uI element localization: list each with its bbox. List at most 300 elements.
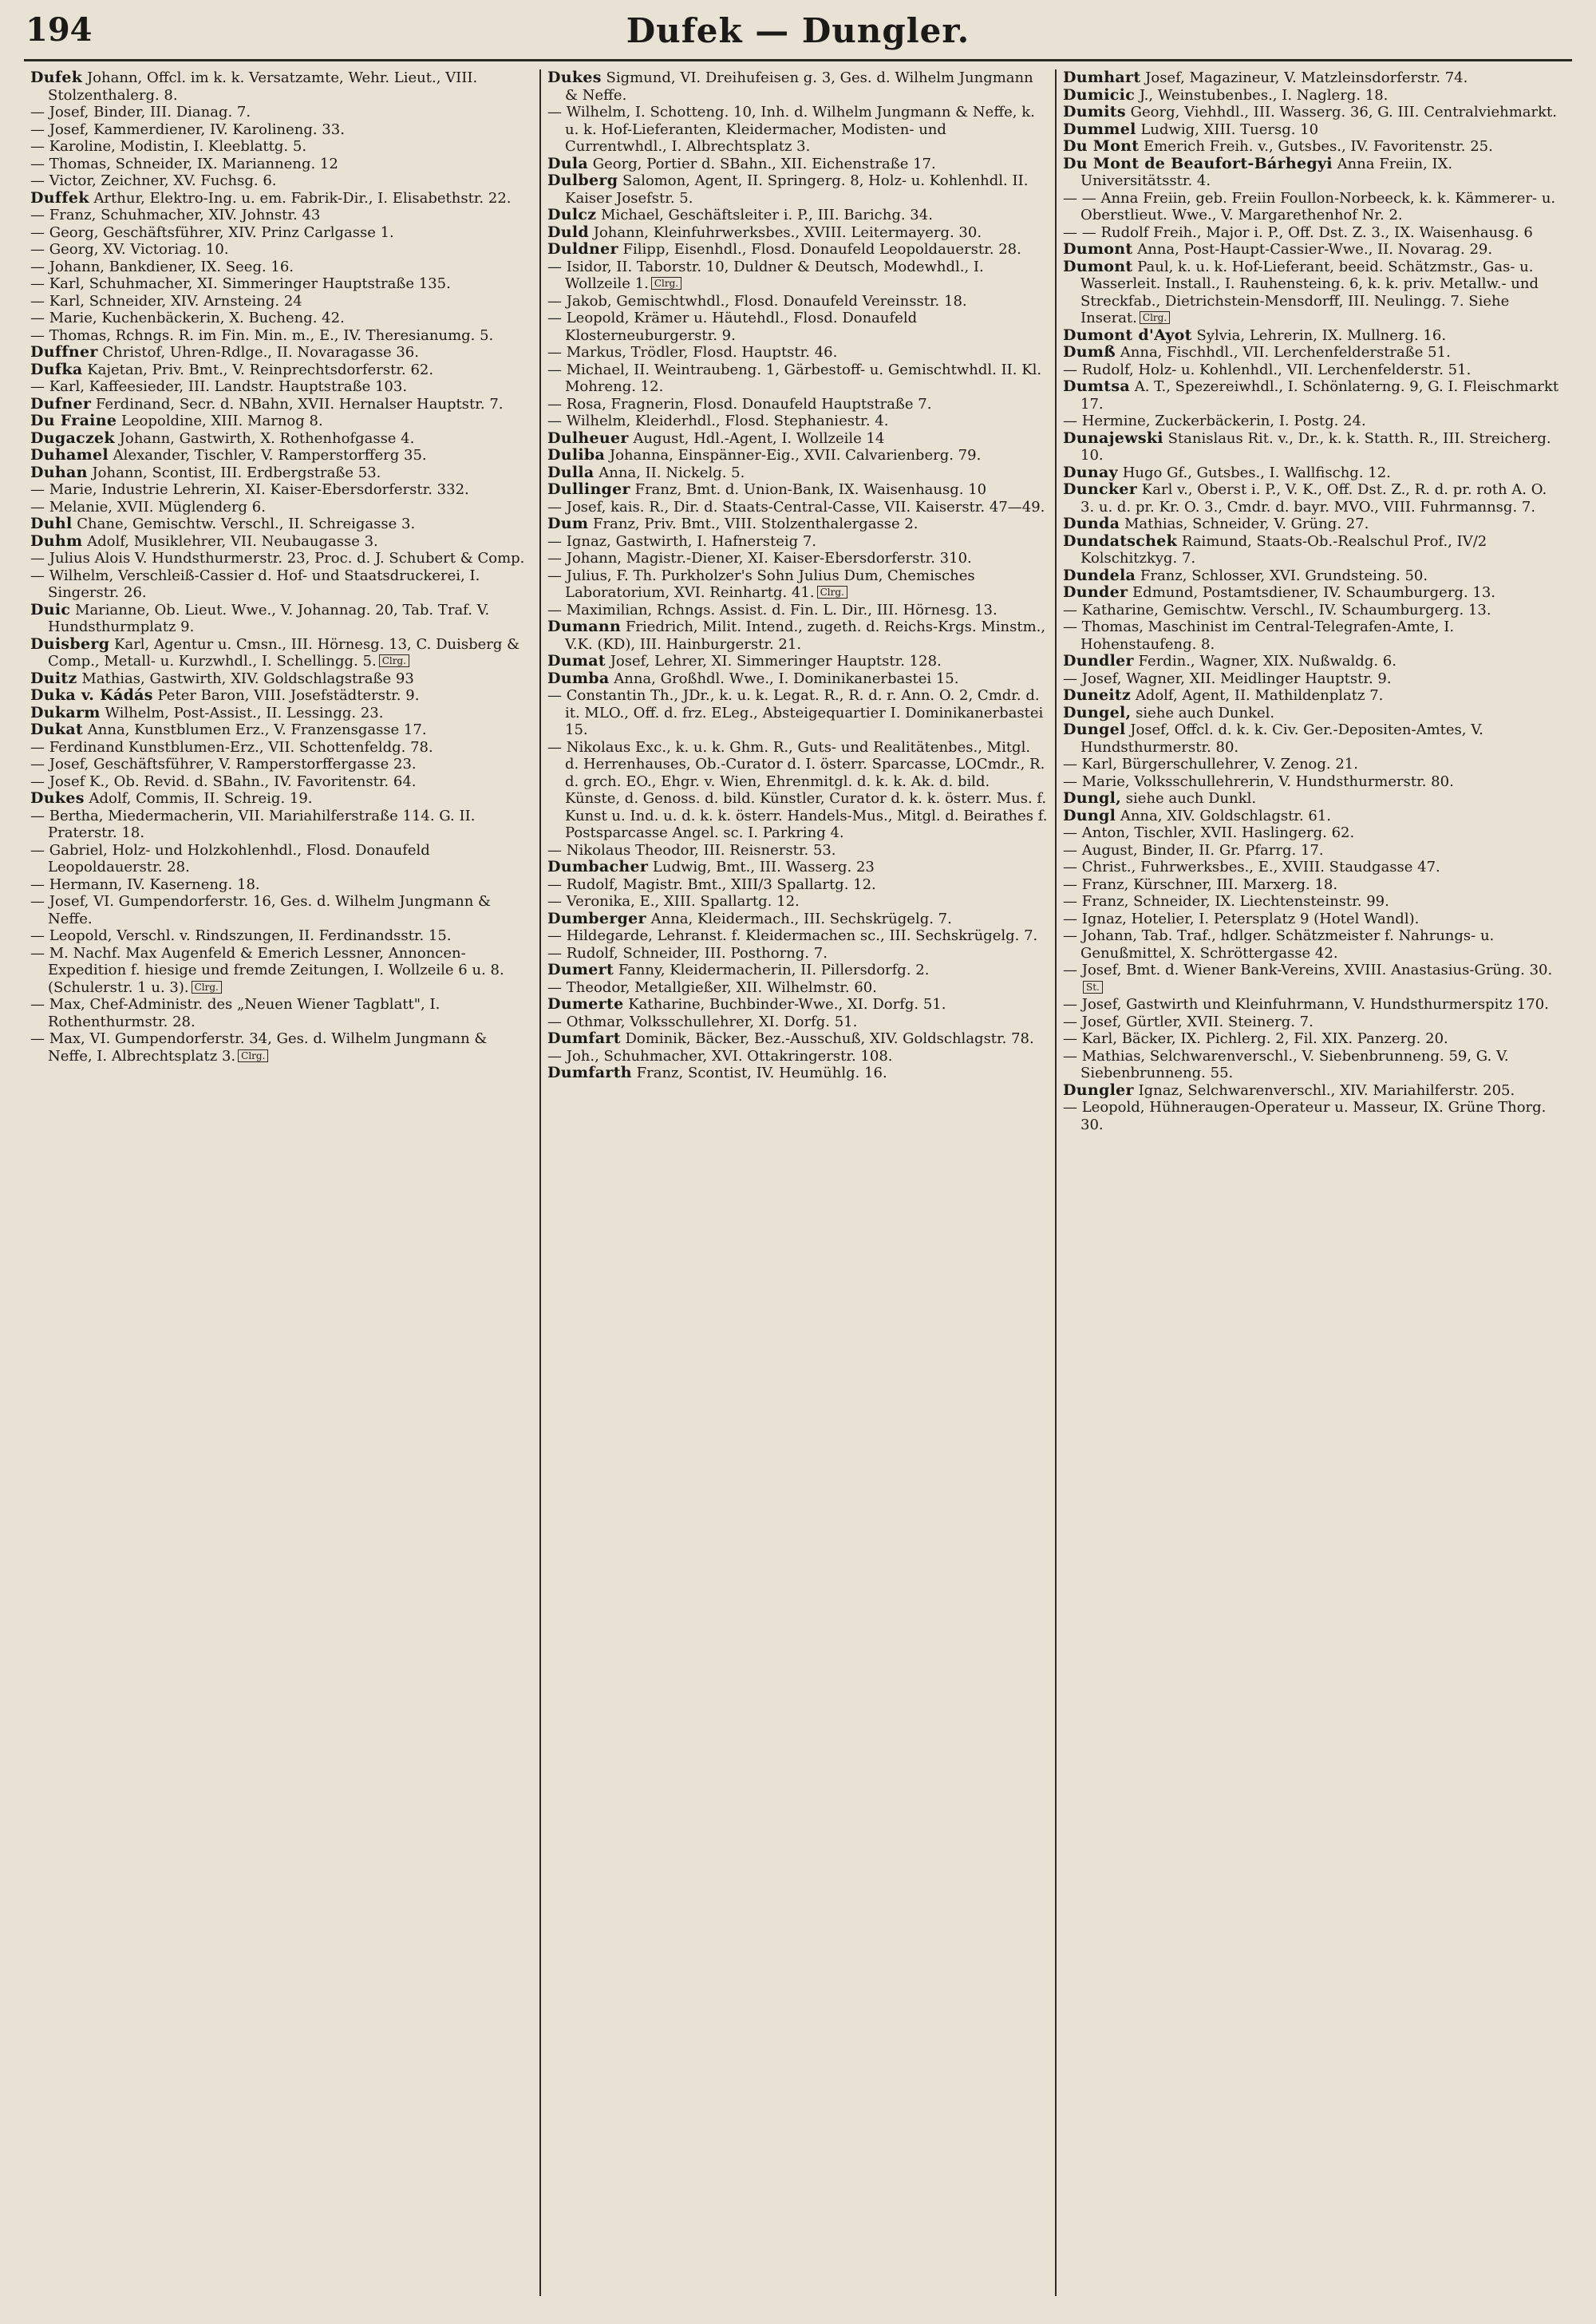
- entry-details: Josef, Lehrer, XI. Simmeringer Hauptstr. 128.: [610, 653, 942, 670]
- entry-details: — Hildegarde, Lehranst. f. Kleidermachen sc., III. Sechskrügelg. 7.: [547, 927, 1038, 944]
- entry-details: Leopoldine, XIII. Marnog 8.: [120, 413, 323, 429]
- directory-entry: [547, 447, 1049, 464]
- directory-entry: [547, 670, 1049, 688]
- directory-entry: [30, 945, 533, 997]
- directory-entry: [547, 876, 1049, 894]
- directory-entry: [1063, 911, 1564, 928]
- entry-details: Franz, Scontist, IV. Heumühlg. 16.: [636, 1065, 887, 1081]
- entry-details: — Hermine, Zuckerbäckerin, I. Postg. 24.: [1063, 413, 1366, 429]
- entry-details: — Leopold, Hühneraugen-Operateur u. Masseur, IX. Grüne Thorg. 30.: [1063, 1099, 1547, 1133]
- entry-details: — Josef, kais. R., Dir. d. Staats-Central-Casse, VII. Kaiserstr. 47—49.: [547, 498, 1045, 516]
- entry-details: Johann, Offcl. im k. k. Versatzamte, Wehr. Lieut., VIII. Stolzenthalerg. 8.: [48, 69, 478, 104]
- directory-entry: [1063, 362, 1564, 379]
- column-3: [1055, 69, 1570, 2296]
- entry-badge: Clrg.: [238, 1049, 268, 1062]
- entry-surname: Dumicic: [1063, 85, 1136, 104]
- entry-details: Ferdinand, Secr. d. NBahn, XVII. Hernalser Hauptstr. 7.: [95, 395, 504, 413]
- entry-surname: Dumß: [1063, 343, 1116, 361]
- page-number: 194: [26, 11, 93, 49]
- page-edge: [0, 2300, 1596, 2324]
- entry-surname: Duic: [30, 600, 71, 619]
- entry-details: — Rosa, Fragnerin, Flosd. Donaufeld Hauptstraße 7.: [547, 395, 932, 413]
- entry-details: Ferdin., Wagner, XIX. Nußwaldg. 6.: [1138, 653, 1396, 670]
- entry-details: Chane, Gemischtw. Verschl., II. Schreigasse 3.: [77, 516, 416, 532]
- directory-entry: [547, 1048, 1049, 1065]
- entry-surname: Duliba: [547, 446, 606, 464]
- directory-entry: [547, 979, 1049, 997]
- directory-entry: [30, 893, 533, 927]
- entry-details: Fanny, Kleidermacherin, II. Pillersdorfg. 2.: [618, 962, 930, 978]
- directory-entry: [1063, 996, 1564, 1014]
- entry-details: — Georg, XV. Victoriag. 10.: [30, 241, 229, 258]
- entry-surname: Duhamel: [30, 446, 109, 464]
- directory-entry: [30, 190, 533, 208]
- directory-entry: [30, 705, 533, 722]
- entry-details: Stanislaus Rit. v., Dr., k. k. Statth. R., III. Streicherg. 10.: [1080, 429, 1551, 464]
- entry-details: — Maximilian, Rchngs. Assist. d. Fin. L. Dir., III. Hörnesg. 13.: [547, 601, 998, 619]
- directory-entry: [547, 842, 1049, 860]
- entry-details: Anna, Kleidermach., III. Sechskrügelg. 7.: [650, 910, 952, 927]
- directory-entry: [30, 927, 533, 945]
- entry-surname: Duneitz: [1063, 686, 1132, 704]
- entry-details: siehe auch Dunkel.: [1136, 704, 1275, 721]
- directory-entry: [30, 773, 533, 791]
- entry-details: Adolf, Musiklehrer, VII. Neubaugasse 3.: [87, 532, 378, 550]
- entry-details: Raimund, Staats-Ob.-Realschul Prof., IV/2 Kolschitzkyg. 7.: [1080, 532, 1487, 567]
- column-1: [24, 69, 539, 2296]
- entry-surname: Dumfart: [547, 1030, 621, 1047]
- directory-entry: [1063, 1082, 1564, 1100]
- entry-surname: Dumba: [547, 669, 610, 687]
- entry-surname: Duffek: [30, 188, 89, 207]
- entry-details: — Josef, Gastwirth und Kleinfuhrmann, V. Hundsthurmerspitz 170.: [1063, 996, 1549, 1013]
- directory-entry: [547, 499, 1049, 516]
- entry-details: — Karoline, Modistin, I. Kleeblattg. 5.: [30, 138, 307, 155]
- entry-details: Emerich Freih. v., Gutsbes., IV. Favoritenstr. 25.: [1144, 138, 1493, 155]
- entry-surname: Dukes: [30, 789, 85, 807]
- entry-details: Anna, Post-Haupt-Cassier-Wwe., II. Novarag. 29.: [1137, 241, 1493, 258]
- entry-badge: Clrg.: [817, 586, 847, 599]
- directory-entry: [1063, 705, 1564, 722]
- entry-details: Johann, Scontist, III. Erdbergstraße 53.: [92, 464, 381, 481]
- directory-entry: [547, 464, 1049, 482]
- directory-entry: [30, 69, 533, 104]
- directory-entry: [1063, 1014, 1564, 1031]
- directory-entry: [30, 533, 533, 551]
- directory-entry: [1063, 790, 1564, 808]
- entry-details: Anna, II. Nickelg. 5.: [598, 464, 745, 481]
- entry-surname: Duisberg: [30, 634, 110, 653]
- entry-details: Ludwig, Bmt., III. Wasserg. 23: [652, 859, 875, 875]
- directory-entry: [30, 430, 533, 448]
- entry-details: — Thomas, Maschinist im Central-Telegrafen-Amte, I. Hohenstaufeng. 8.: [1063, 619, 1455, 653]
- entry-surname: Dumtsa: [1063, 377, 1130, 395]
- directory-entry: [1063, 927, 1564, 962]
- entry-surname: Du Mont de Beaufort-Bárhegyi: [1063, 154, 1333, 172]
- entry-details: siehe auch Dunkl.: [1125, 790, 1257, 807]
- entry-surname: Dullinger: [547, 480, 630, 498]
- entry-details: — Marie, Volksschullehrerin, V. Hundsthurmerstr. 80.: [1063, 773, 1454, 790]
- directory-entry: [547, 1014, 1049, 1031]
- directory-entry: [547, 241, 1049, 259]
- entry-badge: Clrg.: [379, 654, 409, 667]
- directory-entry: [1063, 156, 1564, 190]
- directory-entry: [1063, 138, 1564, 156]
- directory-entry: [1063, 481, 1564, 516]
- entry-details: Adolf, Agent, II. Mathildenplatz 7.: [1135, 687, 1384, 704]
- entry-details: — Wilhelm, I. Schotteng. 10, Inh. d. Wilhelm Jungmann & Neffe, k. u. k. Hof-Lieferanten, Kleidermacher, Modisten- und Currentwhdl., I. Albrechtsplatz 3.: [547, 104, 1035, 155]
- entry-details: Mathias, Gastwirth, XIV. Goldschlagstraße 93: [81, 670, 414, 687]
- directory-entry: [1063, 756, 1564, 773]
- directory-entry: [1063, 344, 1564, 362]
- directory-entry: [30, 464, 533, 482]
- entry-details: Karl v., Oberst i. P., V. K., Off. Dst. Z., R. d. pr. roth A. O. 3. u. d. pr. Kr. O. 3., Cmdr. d. bayr. MVO., VIII. Fuhrmannsg. 7.: [1080, 481, 1547, 516]
- entry-surname: Dumberger: [547, 909, 646, 927]
- directory-entry: [547, 293, 1049, 310]
- entry-details: — Julius, F. Th. Purkholzer's Sohn Julius Dum, Chemisches Laboratorium, XVI. Reinhartg. 41.: [547, 567, 975, 601]
- directory-entry: [547, 653, 1049, 670]
- directory-entry: [30, 172, 533, 190]
- directory-entry: [547, 962, 1049, 979]
- directory-entry: [1063, 687, 1564, 705]
- directory-entry: [30, 310, 533, 327]
- entry-details: Georg, Portier d. SBahn., XII. Eichenstraße 17.: [592, 155, 936, 172]
- entry-surname: Duldner: [547, 240, 618, 258]
- entry-details: — Max, VI. Gumpendorferstr. 34, Ges. d. Wilhelm Jungmann & Neffe, I. Albrechtsplatz 3.: [30, 1030, 488, 1065]
- entry-surname: Dumont d'Ayot: [1063, 326, 1192, 344]
- directory-entry: [1063, 619, 1564, 653]
- entry-surname: Dundler: [1063, 652, 1134, 670]
- entry-details: Christof, Uhren-Rdlge., II. Novaragasse 36.: [102, 344, 419, 361]
- directory-entry: [30, 499, 533, 516]
- directory-entry: [547, 516, 1049, 533]
- directory-entry: [30, 259, 533, 276]
- entry-details: Johann, Kleinfuhrwerksbes., XVIII. Leitermayerg. 30.: [593, 223, 982, 241]
- entry-details: Sigmund, VI. Dreihufeisen g. 3, Ges. d. Wilhelm Jungmann & Neffe.: [565, 69, 1033, 104]
- entry-details: — Ferdinand Kunstblumen-Erz., VII. Schottenfeldg. 78.: [30, 738, 433, 756]
- entry-details: Anna, Fischhdl., VII. Lerchenfelderstraße 51.: [1120, 344, 1451, 361]
- directory-entry: [30, 756, 533, 773]
- entry-surname: Duncker: [1063, 480, 1138, 498]
- entry-surname: Dumont: [1063, 257, 1133, 275]
- entry-surname: Dugaczek: [30, 429, 115, 447]
- entry-details: — Isidor, II. Taborstr. 10, Duldner & Deutsch, Modewhdl., I. Wollzeile 1.: [547, 258, 984, 292]
- entry-surname: Dulcz: [547, 206, 597, 223]
- directory-entry: [30, 327, 533, 345]
- entry-details: Salomon, Agent, II. Springerg. 8, Holz- u. Kohlenhdl. II. Kaiser Josefstr. 5.: [565, 172, 1029, 207]
- directory-entry: [547, 413, 1049, 430]
- directory-entry: [1063, 1099, 1564, 1133]
- directory-entry: [30, 739, 533, 757]
- directory-entry: [30, 207, 533, 224]
- entry-badge: Clrg.: [1140, 311, 1170, 324]
- directory-entry: [30, 996, 533, 1030]
- directory-entry: [30, 104, 533, 121]
- entry-surname: Dukat: [30, 721, 84, 738]
- entry-details: — Anton, Tischler, XVII. Haslingerg. 62.: [1063, 824, 1355, 841]
- entry-surname: Dukes: [547, 69, 602, 86]
- directory-entry: [30, 275, 533, 293]
- directory-entry: [547, 156, 1049, 173]
- entry-details: — Othmar, Volksschullehrer, XI. Dorfg. 51.: [547, 1013, 858, 1030]
- directory-entry: [30, 670, 533, 688]
- entry-details: — Gabriel, Holz- und Holzkohlenhdl., Flosd. Donaufeld Leopoldauerstr. 28.: [30, 841, 430, 875]
- entry-details: — Joh., Schuhmacher, XVI. Ottakringerstr. 108.: [547, 1047, 893, 1065]
- entry-details: — Karl, Bürgerschullehrer, V. Zenog. 21.: [1063, 756, 1358, 773]
- directory-entry: [1063, 104, 1564, 121]
- entry-details: Anna Freiin, IX. Universitätsstr. 4.: [1080, 155, 1453, 189]
- entry-surname: Dufka: [30, 360, 83, 378]
- directory-entry: [30, 121, 533, 139]
- directory-entry: [30, 808, 533, 842]
- directory-entry: [30, 567, 533, 602]
- directory-entry: [1063, 876, 1564, 894]
- entry-badge: Clrg.: [651, 277, 681, 290]
- entry-details: Anna, Kunstblumen Erz., V. Franzensgasse 17.: [87, 721, 427, 738]
- directory-entry: [1063, 670, 1564, 688]
- entry-details: Alexander, Tischler, V. Ramperstorfferg 35.: [113, 447, 427, 464]
- entry-details: — Josef, Wagner, XII. Meidlinger Hauptstr. 9.: [1063, 670, 1392, 687]
- entry-details: Johann, Gastwirth, X. Rothenhofgasse 4.: [119, 429, 415, 447]
- entry-surname: Dungler: [1063, 1081, 1134, 1099]
- entry-details: — Bertha, Miedermacherin, VII. Mariahilferstraße 114. G. II. Praterstr. 18.: [30, 807, 476, 841]
- directory-entry: [1063, 533, 1564, 567]
- entry-details: Franz, Schlosser, XVI. Grundsteing. 50.: [1140, 567, 1428, 584]
- directory-entry: [547, 207, 1049, 224]
- entry-details: Peter Baron, VIII. Josefstädterstr. 9.: [157, 687, 420, 704]
- entry-details: — Michael, II. Weintraubeng. 1, Gärbestoff- u. Gemischtwhdl. II. Kl. Mohreng. 12.: [547, 361, 1042, 395]
- directory-entry: [547, 362, 1049, 396]
- entry-surname: Dufek: [30, 69, 83, 86]
- entry-details: A. T., Spezereiwhdl., I. Schönlaterng. 9, G. I. Fleischmarkt 17.: [1080, 378, 1559, 413]
- directory-entry: [547, 911, 1049, 928]
- entry-surname: Dufner: [30, 394, 92, 413]
- directory-entry: [547, 69, 1049, 104]
- directory-entry: [1063, 430, 1564, 464]
- directory-entry: [30, 876, 533, 894]
- entry-surname: Dungl,: [1063, 789, 1122, 807]
- entry-details: — Victor, Zeichner, XV. Fuchsg. 6.: [30, 172, 277, 189]
- directory-entry: [1063, 893, 1564, 911]
- entry-details: Ludwig, XIII. Tuersg. 10: [1140, 121, 1319, 138]
- entry-details: — Julius Alois V. Hundsthurmerstr. 23, Proc. d. J. Schubert & Comp.: [30, 550, 525, 567]
- directory-entry: [547, 1030, 1049, 1048]
- directory-entry: [30, 156, 533, 173]
- entry-details: Paul, k. u. k. Hof-Lieferant, beeid. Schätzmstr., Gas- u. Wasserleit. Install., I. Rauhensteing. 6, k. k. priv. Metallw.- und Streckfab., Dietrichstein-Mensdorff, III. Neulingg. 7. Siehe Inserat.: [1080, 258, 1539, 326]
- entry-details: Josef, Offcl. d. k. k. Civ. Ger.-Depositen-Amtes, V. Hundsthurmerstr. 80.: [1080, 721, 1483, 756]
- directory-entry: [30, 241, 533, 259]
- entry-surname: Dumert: [547, 961, 614, 978]
- entry-details: — Josef, VI. Gumpendorferstr. 16, Ges. d. Wilhelm Jungmann & Neffe.: [30, 893, 492, 927]
- entry-details: — Nikolaus Theodor, III. Reisnerstr. 53.: [547, 841, 836, 859]
- directory-entry: [1063, 584, 1564, 602]
- directory-entry: [1063, 516, 1564, 533]
- directory-entry: [547, 567, 1049, 602]
- entry-surname: Duffner: [30, 343, 98, 361]
- directory-entry: [1063, 859, 1564, 876]
- directory-entry: [1063, 378, 1564, 413]
- directory-entry: [1063, 241, 1564, 259]
- directory-entry: [30, 687, 533, 705]
- directory-entry: [30, 636, 533, 670]
- entry-details: Ignaz, Selchwarenverschl., XIV. Mariahilferstr. 205.: [1138, 1081, 1515, 1099]
- directory-entry: [1063, 87, 1564, 105]
- entry-details: — Georg, Geschäftsführer, XIV. Prinz Carlgasse 1.: [30, 223, 394, 241]
- entry-details: — Josef K., Ob. Revid. d. SBahn., IV. Favoritenstr. 64.: [30, 773, 417, 790]
- entry-surname: Dumerte: [547, 995, 624, 1013]
- entry-details: — Veronika, E., XIII. Spallartg. 12.: [547, 893, 800, 910]
- running-title: Dufek — Dungler.: [626, 11, 970, 50]
- entry-details: — — Anna Freiin, geb. Freiin Foullon-Norbeeck, k. k. Kämmerer- u. Oberstlieut. Wwe., V. Margarethenhof Nr. 2.: [1063, 189, 1556, 223]
- directory-entry: [1063, 602, 1564, 619]
- entry-details: — Katharine, Gemischtw. Verschl., IV. Schaumburgerg. 13.: [1063, 601, 1491, 619]
- directory-entry: [1063, 190, 1564, 224]
- entry-details: — — Rudolf Freih., Major i. P., Off. Dst. Z. 3., IX. Waisenhausg. 6: [1063, 223, 1533, 241]
- entry-details: — Josef, Bmt. d. Wiener Bank-Vereins, XVIII. Anastasius-Grüng. 30.: [1063, 962, 1553, 978]
- directory-entry: [547, 310, 1049, 344]
- entry-surname: Dulberg: [547, 172, 618, 189]
- directory-entry: [1063, 1030, 1564, 1048]
- entry-surname: Dumfarth: [547, 1064, 632, 1081]
- entry-badge: St.: [1083, 981, 1103, 994]
- directory-entry: [547, 430, 1049, 448]
- entry-details: Adolf, Commis, II. Schreig. 19.: [89, 790, 313, 807]
- directory-entry: [30, 362, 533, 379]
- directory-entry: [1063, 962, 1564, 996]
- entry-details: Dominik, Bäcker, Bez.-Ausschuß, XIV. Goldschlagstr. 78.: [625, 1030, 1034, 1047]
- entry-details: Johanna, Einspänner-Eig., XVII. Calvarienberg. 79.: [609, 447, 982, 464]
- directory-entry: [547, 996, 1049, 1014]
- directory-entry: [547, 533, 1049, 551]
- directory-entry: [30, 396, 533, 413]
- entry-details: — Josef, Gürtler, XVII. Steinerg. 7.: [1063, 1013, 1314, 1030]
- directory-entry: [547, 1065, 1049, 1082]
- entry-surname: Duka v. Kádás: [30, 686, 153, 704]
- entry-details: — Josef, Geschäftsführer, V. Ramperstorffergasse 23.: [30, 756, 417, 773]
- directory-entry: [547, 396, 1049, 413]
- entry-details: Hugo Gf., Gutsbes., I. Wallfischg. 12.: [1122, 464, 1391, 481]
- directory-entry: [547, 619, 1049, 653]
- entry-details: — Wilhelm, Kleiderhdl., Flosd. Stephaniestr. 4.: [547, 413, 889, 429]
- entry-details: Arthur, Elektro-Ing. u. em. Fabrik-Dir., I. Elisabethstr. 22.: [93, 189, 512, 207]
- directory-entry: [1063, 224, 1564, 242]
- entry-details: — Thomas, Schneider, IX. Marianneng. 12: [30, 155, 338, 172]
- directory-entry: [547, 859, 1049, 876]
- page-header: [24, 11, 1572, 61]
- entry-surname: Dumont: [1063, 240, 1133, 258]
- entry-details: — Franz, Schuhmacher, XIV. Johnstr. 43: [30, 207, 321, 223]
- directory-entry: [30, 481, 533, 499]
- directory-entry: [30, 224, 533, 242]
- directory-entry: [30, 790, 533, 808]
- directory-entry: [30, 550, 533, 567]
- directory-entry: [30, 293, 533, 310]
- entry-surname: Duld: [547, 223, 589, 241]
- directory-entry: [1063, 842, 1564, 860]
- entry-details: — Rudolf, Holz- u. Kohlenhdl., VII. Lerchenfelderstr. 51.: [1063, 361, 1472, 378]
- directory-entry: [1063, 824, 1564, 842]
- entry-surname: Dula: [547, 154, 589, 172]
- directory-entry: [30, 447, 533, 464]
- entry-surname: Dunay: [1063, 463, 1118, 481]
- entry-surname: Dum: [547, 515, 589, 532]
- entry-surname: Dukarm: [30, 703, 101, 721]
- entry-details: Katharine, Buchbinder-Wwe., XI. Dorfg. 51.: [628, 996, 946, 1013]
- entry-details: — Marie, Industrie Lehrerin, XI. Kaiser-Ebersdorferstr. 332.: [30, 481, 469, 498]
- entry-surname: Dumhart: [1063, 69, 1141, 86]
- entry-details: — Mathias, Selchwarenverschl., V. Siebenbrunneng. 59, G. V. Siebenbrunneng. 55.: [1063, 1047, 1509, 1081]
- entry-details: — Leopold, Verschl. v. Rindszungen, II. Ferdinandsstr. 15.: [30, 927, 452, 944]
- entry-details: J., Weinstubenbes., I. Naglerg. 18.: [1139, 86, 1389, 104]
- entry-details: — Marie, Kuchenbäckerin, X. Bucheng. 42.: [30, 310, 345, 326]
- entry-details: — Karl, Schneider, XIV. Arnsteing. 24: [30, 292, 302, 310]
- directory-entry: [1063, 653, 1564, 670]
- directory-entry: [30, 842, 533, 876]
- entry-surname: Duhl: [30, 515, 73, 532]
- directory-entry: [1063, 121, 1564, 139]
- directory-entry: [1063, 721, 1564, 756]
- entry-details: — Hermann, IV. Kaserneng. 18.: [30, 875, 260, 893]
- entry-details: Friedrich, Milit. Intend., zugeth. d. Reichs-Krgs. Minstm., V.K. (KD), III. Hainburgerstr. 21.: [565, 619, 1046, 653]
- entry-details: — Christ., Fuhrwerksbes., E., XVIII. Staudgasse 47.: [1063, 859, 1440, 875]
- entry-details: — Constantin Th., JDr., k. u. k. Legat. R., R. d. r. Ann. O. 2, Cmdr. d. it. MLO., Off. d. frz. ELeg., Absteigequartier I. Dominikanerbastei 15.: [547, 687, 1044, 738]
- directory-entry: [1063, 1048, 1564, 1082]
- directory-entry: [547, 687, 1049, 739]
- entry-details: — Melanie, XVII. Müglenderg 6.: [30, 498, 266, 516]
- entry-details: — Karl, Schuhmacher, XI. Simmeringer Hauptstraße 135.: [30, 275, 451, 292]
- entry-surname: Dunda: [1063, 515, 1120, 532]
- entry-details: — Max, Chef-Administr. des „Neuen Wiener Tagblatt", I. Rothenthurmstr. 28.: [30, 996, 440, 1030]
- entry-details: — Jakob, Gemischtwhdl., Flosd. Donaufeld Vereinsstr. 18.: [547, 292, 967, 310]
- entry-details: — Nikolaus Exc., k. u. k. Ghm. R., Guts- und Realitätenbes., Mitgl. d. Herrenhauses, Ob.-Curator d. I. österr. Sparcasse, LOCmdr., R. d. grch. EO., Ehgr. v. Wien, Ehrenmitgl. d. k. k. Ak. d. bild. Künste, d. Genoss. d. bild. Künstler, Curator d. k. k. österr. Mus. f. Kunst u. Ind. u. d. k. k. österr. Handels-Mus., Mitgl. d. Beirathes f. Postsparcasse Angel. sc. I. Parkring 4.: [547, 738, 1048, 841]
- entry-surname: Dunder: [1063, 583, 1128, 601]
- directory-entry: [30, 413, 533, 430]
- entry-details: — Johann, Bankdiener, IX. Seeg. 16.: [30, 258, 294, 275]
- entry-surname: Dundela: [1063, 566, 1136, 584]
- entry-surname: Duhm: [30, 532, 83, 550]
- directory-entry: [1063, 808, 1564, 825]
- entry-details: Franz, Priv. Bmt., VIII. Stolzenthalergasse 2.: [593, 516, 918, 532]
- directory-entry: [547, 893, 1049, 911]
- entry-details: — Wilhelm, Verschleiß-Cassier d. Hof- und Staatsdruckerei, I. Singerstr. 26.: [30, 567, 480, 601]
- entry-surname: Du Mont: [1063, 137, 1140, 155]
- entry-surname: Dumat: [547, 652, 606, 670]
- directory-entry: [30, 378, 533, 396]
- entry-details: Edmund, Postamtsdiener, IV. Schaumburgerg. 13.: [1132, 584, 1496, 601]
- directory-entry: [547, 344, 1049, 362]
- entry-details: — Franz, Schneider, IX. Liechtensteinstr. 99.: [1063, 893, 1389, 910]
- entry-details: — Thomas, Rchngs. R. im Fin. Min. m., E., IV. Theresianumg. 5.: [30, 326, 494, 344]
- entry-surname: Dulheuer: [547, 429, 629, 447]
- entry-details: — Leopold, Krämer u. Häutehdl., Flosd. Donaufeld Klosterneuburgerstr. 9.: [547, 310, 918, 344]
- entry-details: — Rudolf, Schneider, III. Posthorng. 7.: [547, 944, 828, 962]
- entry-details: — Theodor, Metallgießer, XII. Wilhelmstr. 60.: [547, 978, 877, 996]
- entry-surname: Duitz: [30, 669, 77, 687]
- entry-surname: Duhan: [30, 463, 88, 481]
- entry-surname: Dumann: [547, 618, 622, 635]
- entry-surname: Dundatschek: [1063, 532, 1178, 550]
- directory-entry: [30, 344, 533, 362]
- directory-entry: [1063, 567, 1564, 585]
- entry-details: Franz, Bmt. d. Union-Bank, IX. Waisenhausg. 10: [634, 481, 987, 498]
- entry-surname: Dungl: [1063, 806, 1116, 824]
- entry-details: — August, Binder, II. Gr. Pfarrg. 17.: [1063, 841, 1324, 859]
- entry-details: August, Hdl.-Agent, I. Wollzeile 14: [633, 429, 885, 447]
- entry-surname: Dulla: [547, 463, 595, 481]
- directory-entry: [547, 927, 1049, 945]
- directory-entry: [1063, 413, 1564, 430]
- directory-entry: [547, 602, 1049, 619]
